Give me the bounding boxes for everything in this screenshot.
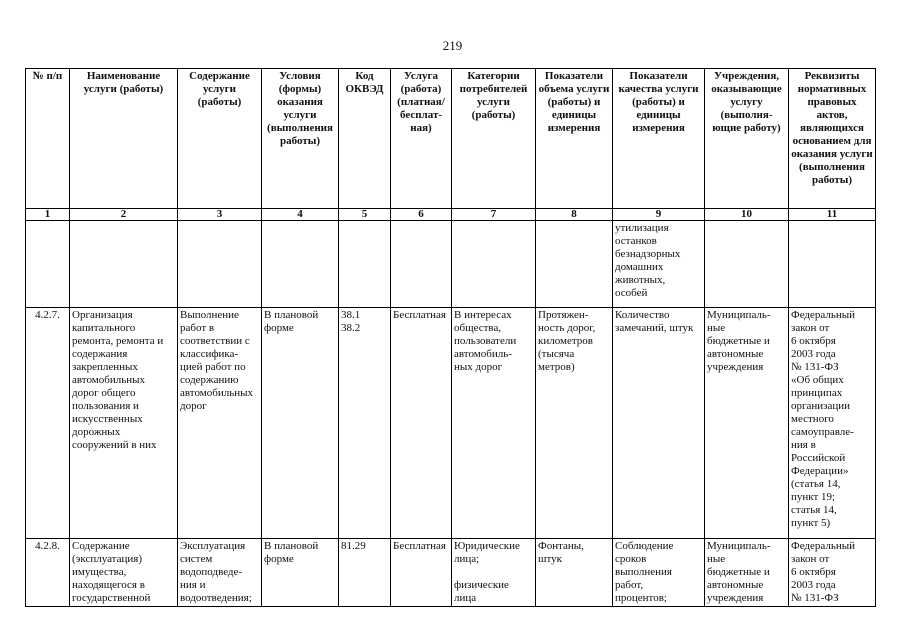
column-header-content: Содержание услуги (работы) (178, 69, 262, 209)
paid-status: Бесплатная (393, 309, 446, 321)
column-header-volume: Показатели объема услуги (работы) и единицы измерения (536, 69, 613, 209)
column-header-legal: Реквизиты нормативных правовых актов, являющихся основанием для оказания услуги (выполнения работы) (789, 69, 876, 209)
institutions: Муниципаль- ные бюджетные и автономные учреждения (707, 540, 771, 604)
column-header-quality: Показатели качества услуги (работы) и единицы измерения (613, 69, 705, 209)
service-name: Содержание (эксплуатация) имущества, находящегося в государственной (72, 540, 151, 604)
consumer-category-extra: физические лица (454, 579, 509, 604)
column-number-row (26, 209, 876, 221)
institutions: Муниципаль- ные бюджетные и автономные учреждения (707, 309, 771, 373)
column-number: 1 (26, 209, 70, 221)
volume-indicator: Фонтаны, штук (538, 540, 584, 565)
consumer-category: Юридические лица; (454, 540, 520, 565)
service-content: Эксплуатация систем водоподведе- ния и водоотведения; (180, 540, 252, 604)
continuation-row (26, 221, 876, 308)
service-content: Выполнение работ в соответствии с классифика- цией работ по содержанию автомобильных дорог (180, 309, 253, 412)
legal-basis: Федеральный закон от 6 октября 2003 года № 131-ФЗ (791, 540, 856, 604)
page-number: 219 (442, 38, 463, 53)
column-header-okved: Код ОКВЭД (339, 69, 391, 209)
column-header-institutions: Учреждения, оказывающие услугу (выполня-ющие работу) (705, 69, 789, 209)
column-header-consumers: Категории потребителей услуги (работы) (452, 69, 536, 209)
column-number: 10 (705, 209, 789, 221)
column-header-paid: Услуга (работа) (платная/ бесплат-ная) (391, 69, 452, 209)
table-row (26, 539, 876, 607)
service-conditions: В плановой форме (264, 540, 319, 565)
okved-code: 81.29 (341, 540, 366, 552)
column-number: 5 (339, 209, 391, 221)
column-number: 4 (262, 209, 339, 221)
service-conditions: В плановой форме (264, 309, 319, 334)
column-header-number: № п/п (26, 69, 70, 209)
row-number: 4.2.8. (35, 540, 60, 552)
column-header-conditions: Условия (формы) оказания услуги (выполнения работы) (262, 69, 339, 209)
row-number: 4.2.7. (35, 309, 60, 321)
paid-status: Бесплатная (393, 540, 446, 552)
table-row (26, 308, 876, 539)
column-number: 6 (391, 209, 452, 221)
table-header (26, 69, 876, 209)
column-number: 11 (789, 209, 876, 221)
column-number: 2 (70, 209, 178, 221)
okved-code: 38.1 38.2 (341, 309, 361, 334)
column-number: 3 (178, 209, 262, 221)
column-number: 9 (613, 209, 705, 221)
quality-indicator: Количество замечаний, штук (615, 309, 694, 334)
quality-indicator: Соблюдение сроков выполнения работ, процентов; (615, 540, 674, 604)
column-number: 7 (452, 209, 536, 221)
services-table (25, 68, 876, 607)
column-header-name: Наименование услуги (работы) (70, 69, 178, 209)
column-number: 8 (536, 209, 613, 221)
consumer-category: В интересах общества, пользователи автомобиль- ных дорог (454, 309, 517, 373)
continuation-quality-text: утилизация останков безнадзорных домашних животных, особей (615, 222, 681, 299)
volume-indicator: Протяжен- ность дорог, километров (тысяча метров) (538, 309, 596, 373)
legal-basis: Федеральный закон от 6 октября 2003 года № 131-ФЗ «Об общих принципах организации местного самоуправле- ния в Российской Федерации» (статья 14, пункт 19; статья 14, пункт 5) (791, 309, 856, 529)
service-name: Организация капитального ремонта, ремонта и содержания закрепленных автомобильных дорог общего пользования и искусственных дорожных сооружений в них (72, 309, 164, 451)
